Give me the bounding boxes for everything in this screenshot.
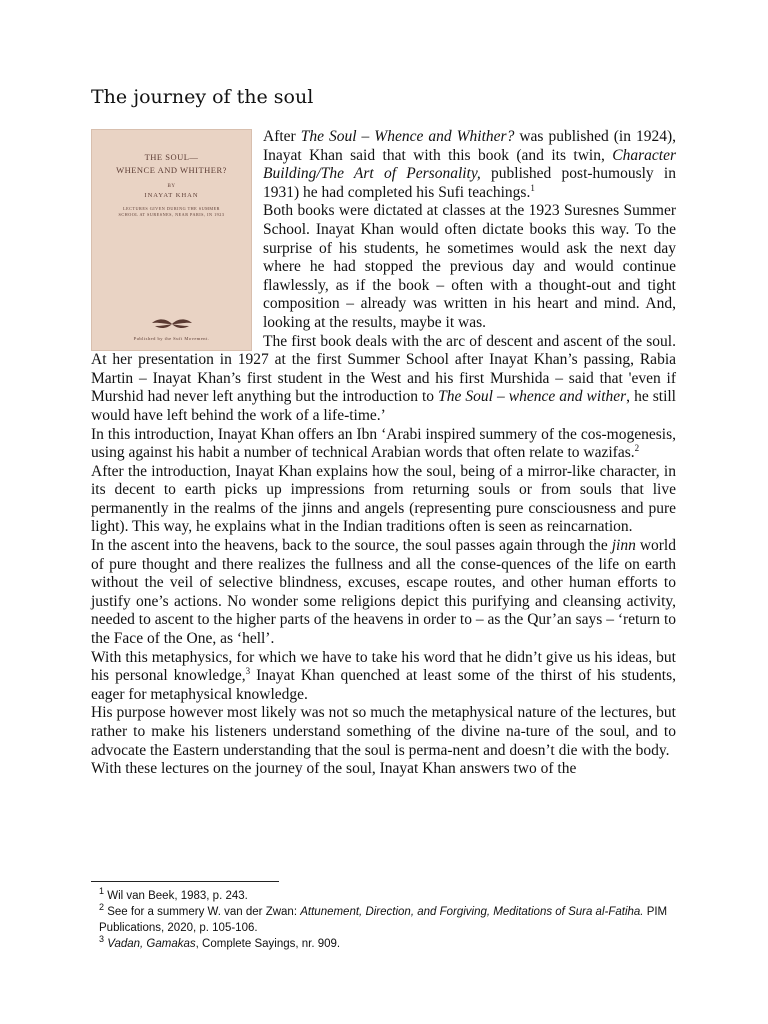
- paragraph: [91, 463, 676, 537]
- cover-by: BY: [167, 184, 176, 189]
- cover-lectures-note: LECTURES GIVEN DURING THE SUMMER SCHOOL AT SURESNES, NEAR PARIS, IN 1923: [118, 206, 225, 217]
- italic-text: The Soul – Whence and Whither?: [300, 128, 515, 145]
- text-run: In this introduction, Inayat Khan offers an Ibn ‘Arabi inspired summery of the cos-mogenesis, using against his habit a number of technical Arabian words that often relate to wazifas.: [91, 425, 676, 462]
- footnote: [91, 888, 676, 904]
- text-run: The first book deals with the arc of descent and ascent of the soul. At her presentation in 1927 at the first Summer School after Inayat Khan’s passing, Rabia Martin – Inayat Khan’s first student in the West and his first Murshida – said that 'even if Murshid had never left anything but the introduction to: [91, 332, 676, 406]
- cover-title-line2: WHENCE AND WHITHER?: [116, 165, 227, 175]
- text-run: See for a summery W. van der Zwan:: [104, 906, 301, 918]
- cover-title-line1: THE SOUL—: [144, 152, 199, 162]
- body-text: [91, 128, 676, 779]
- italic-text: jinn: [611, 537, 636, 555]
- text-run: PIM Publications, 2020, p. 105-106.: [99, 906, 668, 934]
- text-run: Wil van Beek, 1983, p. 243.: [104, 890, 248, 902]
- text-run: published post-humously in 1931) he had completed his Sufi teachings.: [263, 165, 676, 201]
- footnote: [91, 936, 676, 952]
- page-heading: The journey of the soul: [91, 86, 314, 108]
- footnote-reference: 2: [99, 902, 105, 913]
- footnote-reference: 1: [99, 886, 105, 897]
- text-run: , he still would have left behind the work of a life-time.’: [91, 388, 676, 424]
- text-run: Both books were dictated at classes at the 1923 Suresnes Summer School. Inayat Khan would often dictate books this way. To the surprise of his students, he sometimes would ask the next day where he had stopped the previous day and would continue flawlessly, as if the book – often with a thought-out and tight composition – already was written in his heart and mind. And, looking at the results, maybe it was.: [263, 202, 676, 331]
- footnote-reference: 1: [530, 182, 535, 193]
- footnote-reference: 3: [245, 666, 251, 677]
- cover-publisher: Published by the Sufi Movement.: [133, 336, 210, 341]
- cover-author: INAYAT KHAN: [144, 192, 199, 199]
- footnote-separator: [91, 881, 279, 882]
- footnote-reference: 3: [99, 934, 105, 945]
- text-run: After: [263, 128, 301, 145]
- text-run: Inayat Khan quenched at least some of the thirst of his students, eager for metaphysical knowledge.: [91, 667, 677, 703]
- paragraph: [91, 649, 676, 705]
- footnote-reference: 2: [634, 442, 640, 453]
- text-run: world of pure thought and there realizes the fullness and all the conse-quences of the life on earth without the veil of selective blindness, excuses, escape routes, and other human efforts to justify one’s actions. No wonder some religions depict this purifying and cleansing activity, needed to ascent to the higher parts of the heavens in order to – as the Qur’an says – ‘return to the Face of the One, as ‘hell’.: [91, 537, 676, 648]
- italic-text: The Soul – whence and wither: [438, 388, 627, 406]
- text-run: was published (in 1924), Inayat Khan said that with this book (and its twin,: [263, 128, 677, 164]
- italic-text: Attunement, Direction, and Forgiving, Meditations of Sura al-Fatiha.: [300, 906, 644, 918]
- paragraph: [91, 537, 676, 649]
- paragraph: [91, 426, 676, 463]
- footnotes: [91, 888, 676, 952]
- italic-text: Character Building/The Art of Personality,: [263, 146, 676, 183]
- text-run: With this metaphysics, for which we have to take his word that he didn’t give us his ideas, but his personal knowledge,: [91, 648, 676, 685]
- text-run: In the ascent into the heavens, back to the source, the soul passes again through the: [91, 537, 612, 555]
- text-run: His purpose however most likely was not so much the metaphysical nature of the lectures, but rather to make his listeners understand something of the divine na-ture of the soul, and to advocate the Eastern understanding that the soul is perma-nent and doesn’t die with the body.: [91, 704, 676, 759]
- paragraph: [91, 704, 676, 760]
- text-run: After the introduction, Inayat Khan explains how the soul, being of a mirror-like character, in its decent to earth picks up impressions from returning souls or from souls that live permanently in the realms of the jinns and angels (representing pure consciousness and pure light). This way, he explains what in the Indian traditions often is seen as reincarnation.: [91, 462, 676, 536]
- text-run: With these lectures on the journey of the soul, Inayat Khan answers two of the: [91, 760, 577, 778]
- footnote: [91, 904, 676, 936]
- italic-text: Vadan, Gamakas: [107, 938, 196, 950]
- image-wrap-space: [91, 128, 263, 349]
- text-run: , Complete Sayings, nr. 909.: [195, 938, 341, 950]
- paragraph: [91, 760, 676, 779]
